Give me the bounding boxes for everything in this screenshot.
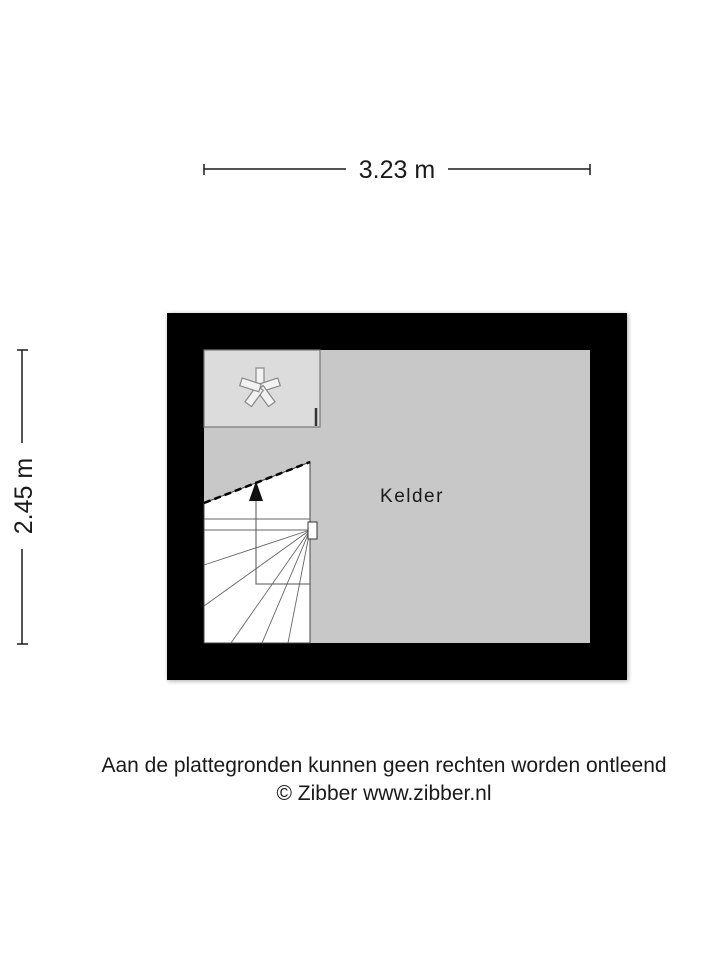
height-dimension bbox=[10, 350, 38, 644]
disclaimer-text: Aan de plattegronden kunnen geen rechten worden ontleend bbox=[101, 754, 667, 777]
railing-post bbox=[308, 522, 317, 539]
room-label: Kelder bbox=[380, 486, 444, 507]
copyright-text: © Zibber www.zibber.nl bbox=[276, 782, 492, 805]
height-dimension-label: 2.45 m bbox=[10, 457, 38, 535]
closet bbox=[204, 350, 320, 427]
width-dimension-label: 3.23 m bbox=[358, 156, 436, 184]
width-dimension bbox=[204, 156, 590, 184]
